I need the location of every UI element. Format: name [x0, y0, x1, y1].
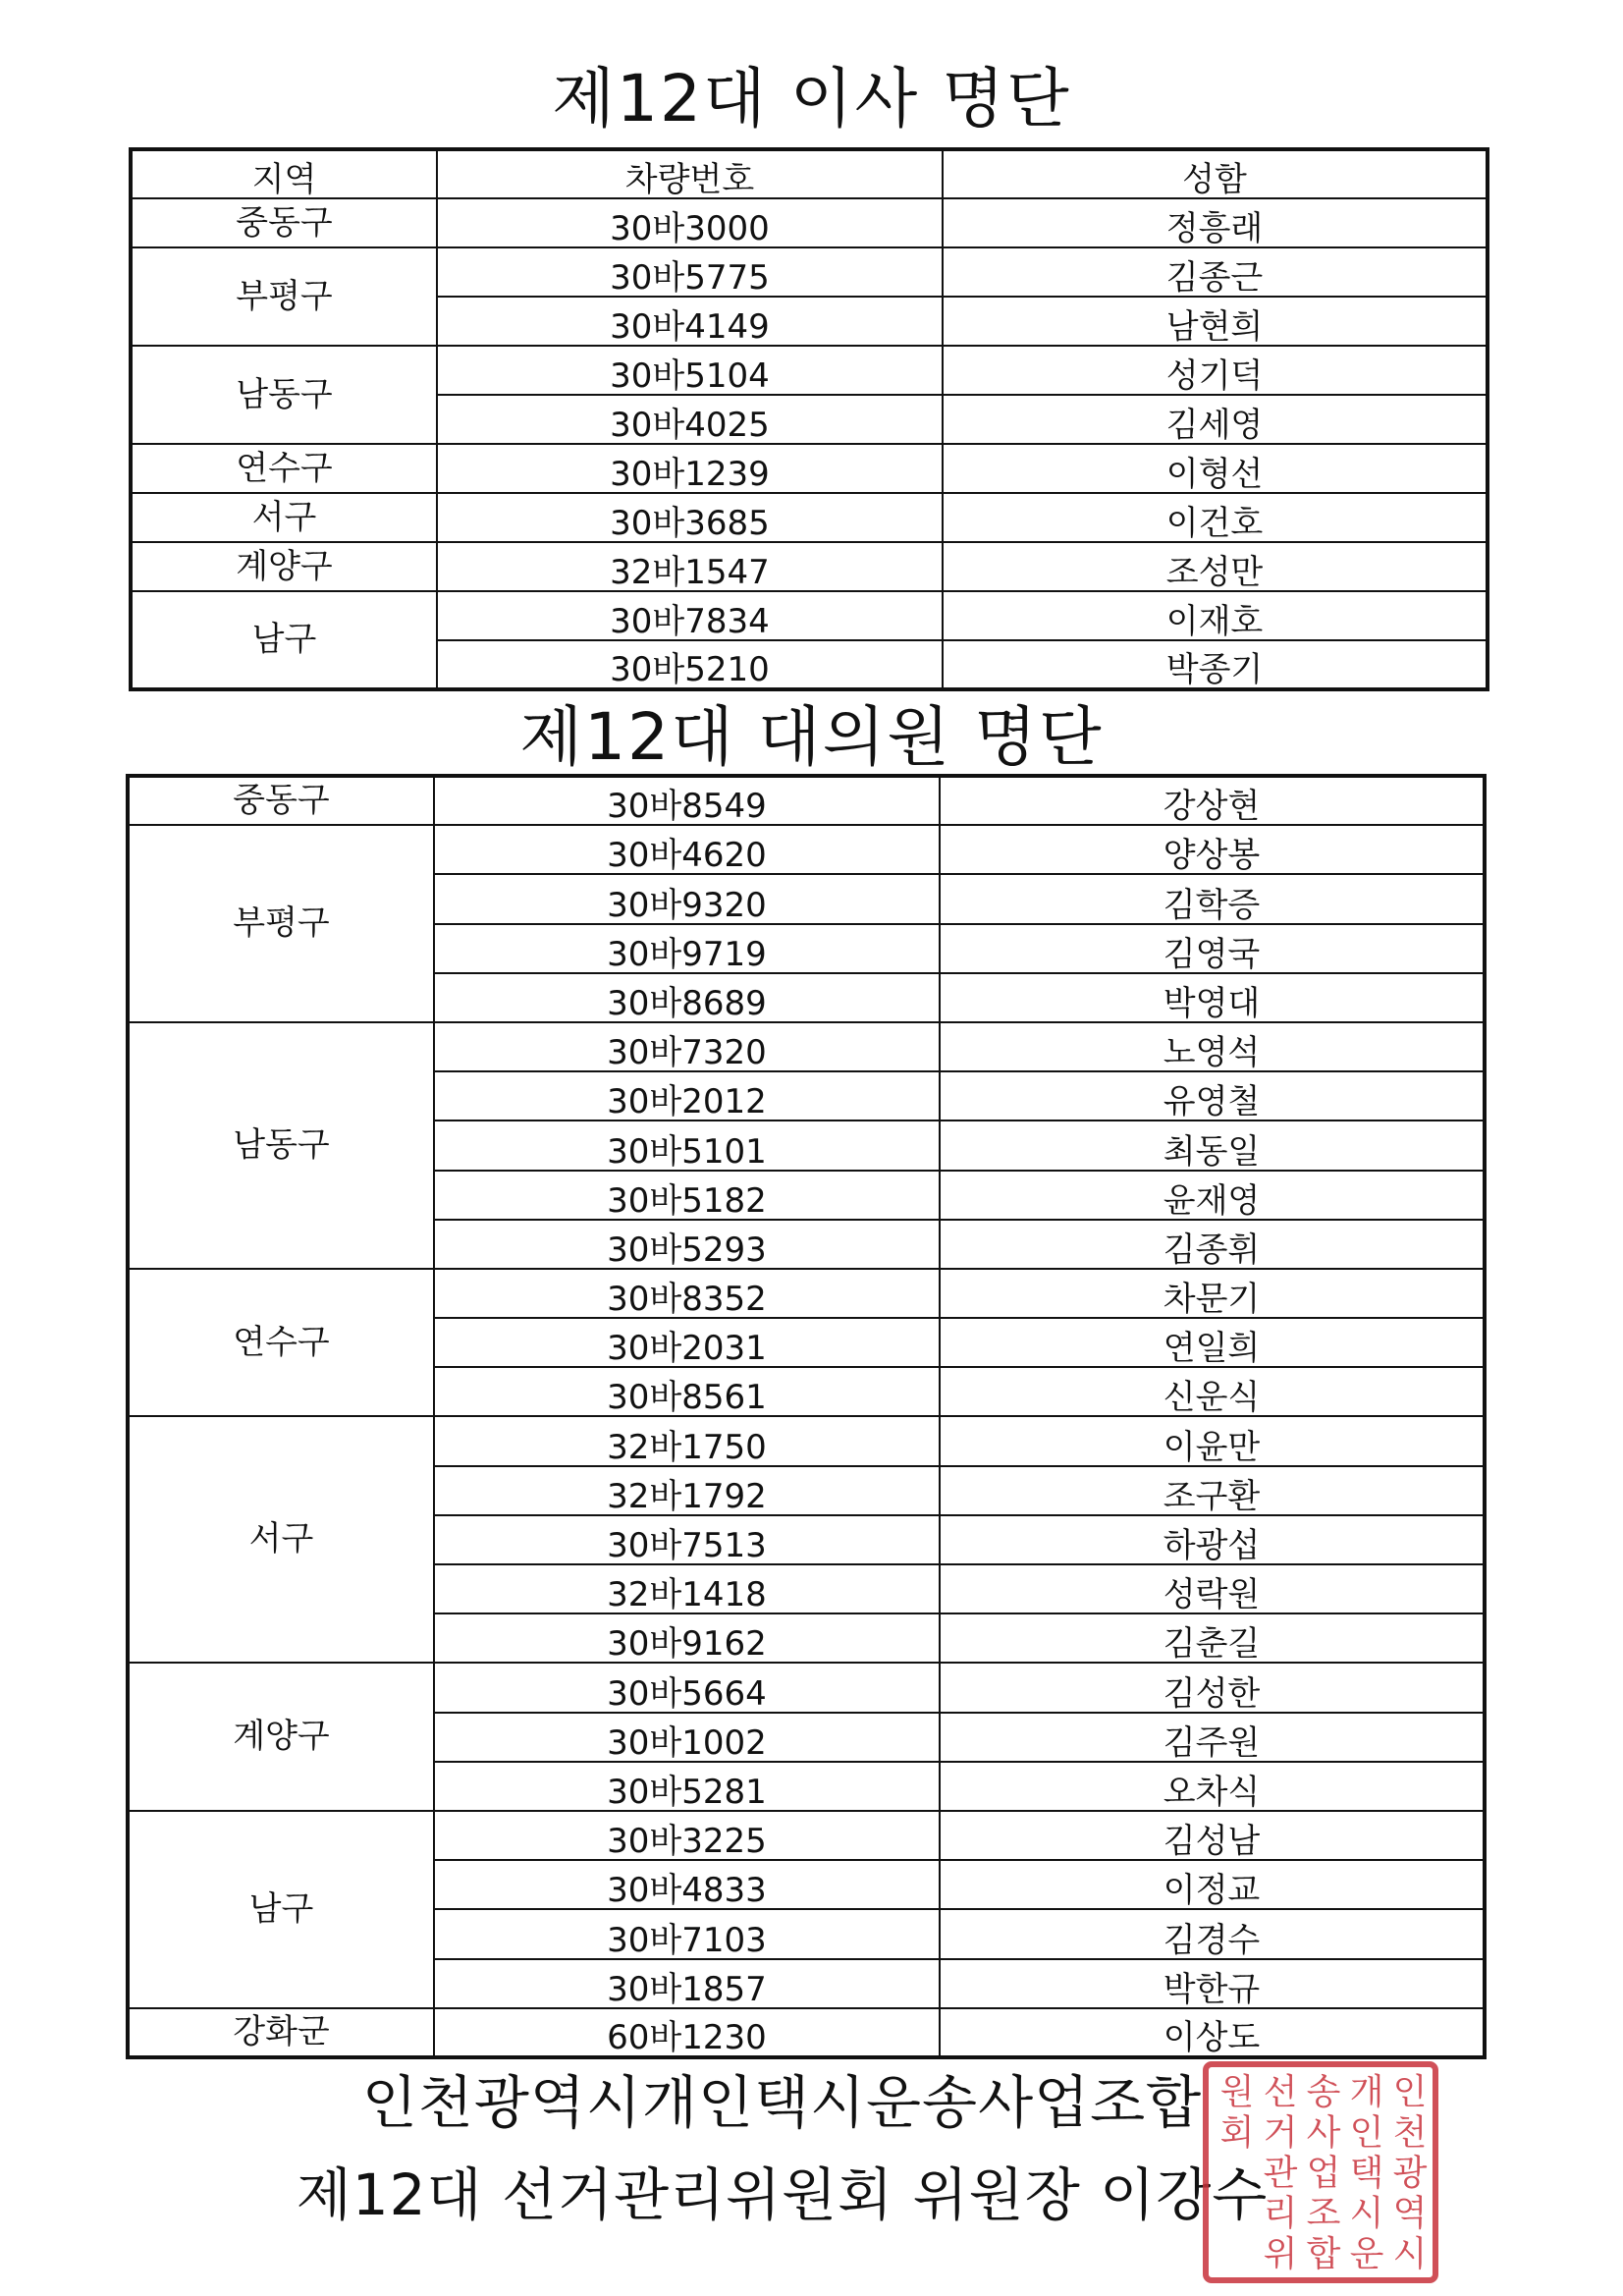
- region-cell: 서구: [128, 1416, 434, 1663]
- name-cell: 김종휘: [940, 1220, 1485, 1269]
- region-cell: 부평구: [131, 247, 437, 346]
- name-cell: 연일희: [940, 1318, 1485, 1367]
- seal-glyph: 인: [1349, 2112, 1384, 2154]
- seal-glyph: 역: [1392, 2193, 1428, 2234]
- plate-cell: 30바7834: [437, 591, 943, 640]
- header-name: 성함: [943, 149, 1488, 198]
- directors-body: [131, 198, 1488, 689]
- seal-glyph: 인: [1392, 2072, 1428, 2113]
- region-cell: 남동구: [128, 1022, 434, 1269]
- seal-glyph: 운: [1349, 2233, 1384, 2274]
- plate-cell: 30바5293: [434, 1220, 940, 1269]
- seal-glyph: 거: [1263, 2112, 1298, 2154]
- plate-cell: 30바7513: [434, 1515, 940, 1564]
- table-row: [128, 776, 1485, 825]
- table-row: [131, 493, 1488, 542]
- name-cell: 최동일: [940, 1121, 1485, 1170]
- table-row: [128, 1022, 1485, 1071]
- plate-cell: 30바8689: [434, 973, 940, 1022]
- name-cell: 조구환: [940, 1466, 1485, 1515]
- plate-cell: 30바4149: [437, 297, 943, 346]
- union-name: 인천광역시개인택시운송사업조합: [361, 2069, 1203, 2136]
- region-cell: 부평구: [128, 825, 434, 1022]
- name-cell: 이형선: [943, 444, 1488, 493]
- seal-glyph: 관: [1263, 2153, 1298, 2194]
- plate-cell: 30바1002: [434, 1713, 940, 1762]
- name-cell: 김경수: [940, 1909, 1485, 1958]
- region-cell: 연수구: [131, 444, 437, 493]
- plate-cell: 30바9719: [434, 924, 940, 973]
- plate-cell: 30바4833: [434, 1860, 940, 1909]
- name-cell: 노영석: [940, 1022, 1485, 1071]
- plate-cell: 30바8549: [434, 776, 940, 825]
- region-cell: 중동구: [128, 776, 434, 825]
- name-cell: 박한규: [940, 1959, 1485, 2008]
- region-cell: 서구: [131, 493, 437, 542]
- plate-cell: 32바1792: [434, 1466, 940, 1515]
- name-cell: 이정교: [940, 1860, 1485, 1909]
- region-cell: 남동구: [131, 346, 437, 444]
- name-cell: 김영국: [940, 924, 1485, 973]
- name-cell: 김성한: [940, 1663, 1485, 1712]
- plate-cell: 30바2012: [434, 1071, 940, 1121]
- seal-glyph: 선: [1263, 2072, 1298, 2113]
- delegates-title: 제12대 대의원 명단: [519, 699, 1104, 775]
- plate-cell: 30바5664: [434, 1663, 940, 1712]
- plate-cell: 30바7103: [434, 1909, 940, 1958]
- official-seal-stamp: [1200, 2058, 1441, 2286]
- seal-glyph: 리: [1263, 2193, 1298, 2234]
- table-row: [131, 346, 1488, 395]
- plate-cell: 30바1239: [437, 444, 943, 493]
- name-cell: 박종기: [943, 640, 1488, 689]
- name-cell: 이상도: [940, 2008, 1485, 2057]
- seal-glyph: 조: [1306, 2193, 1341, 2234]
- seal-glyph: 송: [1306, 2072, 1341, 2113]
- table-row: [131, 591, 1488, 640]
- name-cell: 남현희: [943, 297, 1488, 346]
- seal-glyph: 회: [1219, 2112, 1255, 2154]
- plate-cell: 30바5101: [434, 1121, 940, 1170]
- table-row: [128, 1269, 1485, 1318]
- directors-table: [129, 147, 1489, 691]
- table-header-row: [131, 149, 1488, 198]
- name-cell: 김학증: [940, 874, 1485, 923]
- name-cell: 김주원: [940, 1713, 1485, 1762]
- plate-cell: 30바7320: [434, 1022, 940, 1071]
- plate-cell: 30바5210: [437, 640, 943, 689]
- seal-glyph: 사: [1306, 2112, 1341, 2154]
- table-row: [128, 825, 1485, 874]
- plate-cell: 30바8352: [434, 1269, 940, 1318]
- plate-cell: 30바5281: [434, 1762, 940, 1811]
- name-cell: 성락원: [940, 1564, 1485, 1613]
- plate-cell: 30바5104: [437, 346, 943, 395]
- delegates-table: [126, 774, 1487, 2059]
- region-cell: 강화군: [128, 2008, 434, 2057]
- seal-glyph: 업: [1306, 2153, 1341, 2194]
- name-cell: 윤재영: [940, 1171, 1485, 1220]
- seal-glyph: 시: [1349, 2193, 1384, 2234]
- name-cell: 이재호: [943, 591, 1488, 640]
- seal-glyph: 천: [1392, 2112, 1428, 2154]
- plate-cell: 30바2031: [434, 1318, 940, 1367]
- table-row: [131, 444, 1488, 493]
- table-row: [128, 1811, 1485, 1860]
- plate-cell: 30바1857: [434, 1959, 940, 2008]
- name-cell: 유영철: [940, 1071, 1485, 1121]
- plate-cell: 30바3000: [437, 198, 943, 247]
- plate-cell: 30바4620: [434, 825, 940, 874]
- table-row: [131, 247, 1488, 297]
- name-cell: 강상현: [940, 776, 1485, 825]
- name-cell: 박영대: [940, 973, 1485, 1022]
- table-row: [128, 1663, 1485, 1712]
- seal-glyph: 원: [1219, 2072, 1255, 2113]
- name-cell: 김종근: [943, 247, 1488, 297]
- directors-title: 제12대 이사 명단: [552, 61, 1071, 137]
- table-row: [131, 542, 1488, 591]
- table-row: [131, 198, 1488, 247]
- plate-cell: 30바9320: [434, 874, 940, 923]
- name-cell: 정흥래: [943, 198, 1488, 247]
- plate-cell: 32바1547: [437, 542, 943, 591]
- plate-cell: 30바3685: [437, 493, 943, 542]
- name-cell: 신운식: [940, 1367, 1485, 1416]
- name-cell: 김세영: [943, 395, 1488, 444]
- table-row: [128, 1416, 1485, 1465]
- plate-cell: 30바5775: [437, 247, 943, 297]
- name-cell: 이윤만: [940, 1416, 1485, 1465]
- table-row: [128, 2008, 1485, 2057]
- region-cell: 남구: [131, 591, 437, 689]
- region-cell: 남구: [128, 1811, 434, 2008]
- plate-cell: 30바5182: [434, 1171, 940, 1220]
- region-cell: 연수구: [128, 1269, 434, 1417]
- plate-cell: 32바1750: [434, 1416, 940, 1465]
- name-cell: 조성만: [943, 542, 1488, 591]
- region-cell: 계양구: [131, 542, 437, 591]
- name-cell: 김성남: [940, 1811, 1485, 1860]
- name-cell: 이건호: [943, 493, 1488, 542]
- seal-glyph: 합: [1306, 2233, 1341, 2274]
- region-cell: 중동구: [131, 198, 437, 247]
- plate-cell: 60바1230: [434, 2008, 940, 2057]
- seal-glyph: 택: [1349, 2153, 1384, 2194]
- name-cell: 성기덕: [943, 346, 1488, 395]
- seal-glyph: 위: [1263, 2233, 1298, 2274]
- name-cell: 하광섭: [940, 1515, 1485, 1564]
- name-cell: 차문기: [940, 1269, 1485, 1318]
- seal-glyph: 광: [1392, 2153, 1428, 2194]
- seal-glyph: 개: [1349, 2072, 1384, 2113]
- header-plate: 차량번호: [437, 149, 943, 198]
- region-cell: 계양구: [128, 1663, 434, 1811]
- committee-signature: 제12대 선거관리위원회 위원장 이강수: [296, 2161, 1269, 2228]
- name-cell: 오차식: [940, 1762, 1485, 1811]
- seal-glyph: 시: [1392, 2233, 1428, 2274]
- plate-cell: 30바4025: [437, 395, 943, 444]
- name-cell: 김춘길: [940, 1613, 1485, 1663]
- plate-cell: 32바1418: [434, 1564, 940, 1613]
- plate-cell: 30바3225: [434, 1811, 940, 1860]
- name-cell: 양상봉: [940, 825, 1485, 874]
- plate-cell: 30바9162: [434, 1613, 940, 1663]
- plate-cell: 30바8561: [434, 1367, 940, 1416]
- delegates-body: [128, 776, 1485, 2057]
- header-region: 지역: [131, 149, 437, 198]
